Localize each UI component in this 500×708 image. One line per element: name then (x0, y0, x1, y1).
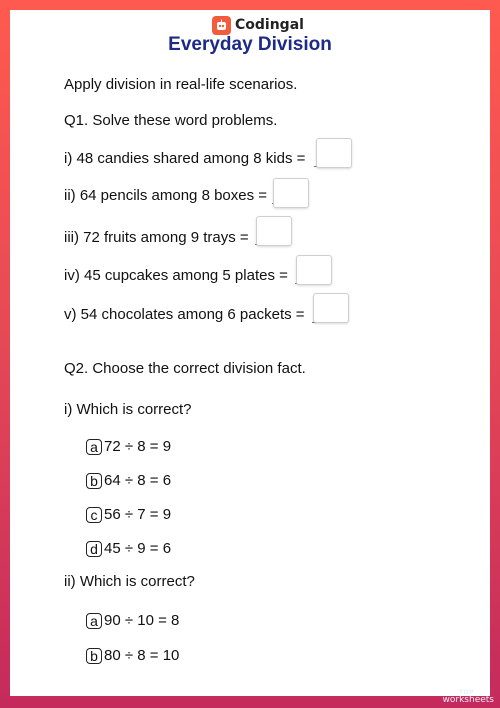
codingal-logo (212, 14, 304, 36)
option-text: 90 ÷ 10 = 8 (104, 612, 180, 629)
option-letter: a (86, 613, 102, 629)
q1-item-2: ii) 64 pencils among 8 boxes = (64, 187, 268, 204)
option-letter: d (86, 541, 102, 557)
q1-item-1: i) 48 candies shared among 8 kids = (64, 150, 306, 167)
answer-box-4[interactable] (296, 255, 332, 285)
option-letter: a (86, 439, 102, 455)
option-1d[interactable] (86, 540, 171, 557)
watermark-top: TOP (458, 689, 474, 696)
option-1a[interactable] (86, 438, 171, 455)
option-letter: b (86, 648, 102, 664)
option-text: 72 ÷ 8 = 9 (104, 438, 172, 455)
q1-item-4: iv) 45 cupcakes among 5 plates = (64, 267, 288, 284)
option-letter: c (86, 507, 102, 523)
intro-text: Apply division in real-life scenarios. (64, 76, 298, 93)
q2-heading: Q2. Choose the correct division fact. (64, 360, 306, 377)
page-title: Everyday Division (168, 34, 332, 55)
q2-question-2: ii) Which is correct? (64, 573, 195, 590)
brand-name: Codingal (235, 17, 304, 33)
option-2a[interactable] (86, 612, 179, 629)
answer-box-2[interactable] (273, 178, 309, 208)
option-letter: b (86, 473, 102, 489)
option-text: 80 ÷ 8 = 10 (104, 647, 180, 664)
watermark-worksheets: worksheets (442, 695, 494, 705)
option-text: 64 ÷ 8 = 6 (104, 472, 172, 489)
q1-heading: Q1. Solve these word problems. (64, 112, 278, 129)
answer-box-1[interactable] (316, 138, 352, 168)
q2-question-1: i) Which is correct? (64, 401, 192, 418)
option-text: 45 ÷ 9 = 6 (104, 540, 172, 557)
option-1b[interactable] (86, 472, 171, 489)
option-2b[interactable] (86, 647, 179, 664)
q1-item-3: iii) 72 fruits among 9 trays = (64, 229, 249, 246)
option-text: 56 ÷ 7 = 9 (104, 506, 172, 523)
answer-box-5[interactable] (313, 293, 349, 323)
answer-box-3[interactable] (256, 216, 292, 246)
codingal-robot-icon (212, 16, 231, 35)
q1-item-5: v) 54 chocolates among 6 packets = (64, 306, 305, 323)
topworksheets-watermark (443, 690, 494, 705)
option-1c[interactable] (86, 506, 171, 523)
